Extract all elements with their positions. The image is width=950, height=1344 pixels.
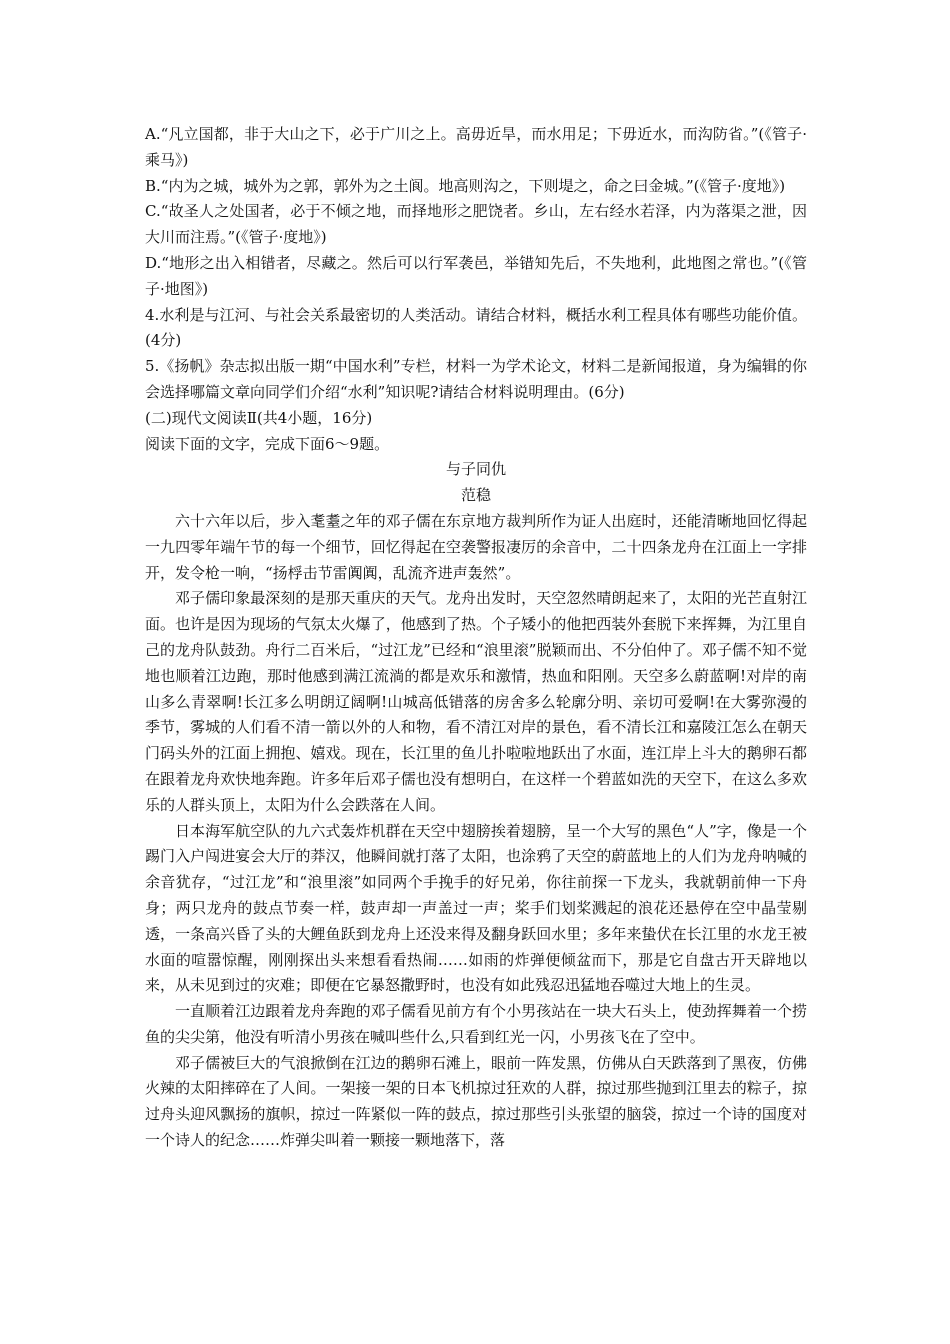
article-paragraph-3: 日本海军航空队的九六式轰炸机群在天空中翅膀挨着翅膀，呈一个大写的黑色“人”字，像是一个踢门入户闯进宴会大厅的莽汉，他瞬间就打落了太阳，也涂鸦了天空的蔚蓝地上的人们为龙舟呐喊的余音犹存，“过江龙”和“浪里滚”如同两个手挽手的好兄弟，你往前探一下龙头，我就朝前伸一下舟身；两只龙舟的鼓点节奏一样，鼓声却一声盖过一声；桨手们划桨溅起的浪花还悬停在空中晶莹剔透，一条高兴昏了头的大鲤鱼跃到龙舟上还没来得及翻身跃回水里；多年来蛰伏在长江里的水龙王被水面的喧嚣惊醒，刚刚探出头来想看看热闹……如雨的炸弹便倾盆而下，那是它自盘古开天辟地以来，从未见到过的灾难；即便在它暴怒撒野时，也没有如此残忍迅猛地吞噬过大地上的生灵。 xyxy=(145,821,807,995)
section-heading: (二)现代文阅读Ⅱ(共4小题，16分) xyxy=(145,408,373,427)
option-a: A.“凡立国都，非于大山之下，必于广川之上。高毋近旱，而水用足；下毋近水，而沟防省。”(《管子·乘马》) xyxy=(145,125,807,169)
article-paragraph-4: 一直顺着江边跟着龙舟奔跑的邓子儒看见前方有个小男孩站在一块大石头上，使劲挥舞着一个捞鱼的尖尖第，他没有听清小男孩在喊叫些什么,只看到红光一闪，小男孩飞在了空中。 xyxy=(145,1002,807,1046)
document-page xyxy=(145,122,807,1154)
article-author: 范稳 xyxy=(460,486,491,505)
article-paragraph-2: 邓子儒印象最深刻的是那天重庆的天气。龙舟出发时，天空忽然晴朗起来了，太阳的光芒直射江面。也许是因为现场的气氛太火爆了，他感到了热。个子矮小的他把西装外套脱下来挥舞，为江里自己的龙舟队鼓劲。舟行二百米后，“过江龙”已经和“浪里滚”脱颖而出、不分伯仲了。邓子儒不知不觉地也顺着江边跑，那时他感到满江流淌的都是欢乐和激情，热血和阳刚。天空多么蔚蓝啊!对岸的南山多么青翠啊!长江多么明朗辽阔啊!山城高低错落的房舍多么轮廓分明、亲切可爱啊!在大雾弥漫的季节，雾城的人们看不清一箭以外的人和物，看不清江对岸的景色，看不清长江和嘉陵江怎么在朝天门码头外的江面上拥抱、嬉戏。现在，长江里的鱼儿扑啦啦地跃出了水面，连江岸上斗大的鹅卵石都在跟着龙舟欢快地奔跑。许多年后邓子儒也没有想明白，在这样一个碧蓝如洗的天空下，在这么多欢乐的人群头顶上，太阳为什么会跌落在人间。 xyxy=(145,589,807,814)
question-5: 5.《扬帆》杂志拟出版一期“中国水利”专栏，材料一为学术论文，材料二是新闻报道，身为编辑的你会选择哪篇文章向同学们介绍“水利”知识呢?请结合材料说明理由。(6分) xyxy=(145,357,807,401)
reading-instruction: 阅读下面的文字，完成下面6～9题。 xyxy=(145,434,390,453)
question-4: 4.水利是与江河、与社会关系最密切的人类活动。请结合材料，概括水利工程具体有哪些功能价值。(4分) xyxy=(145,305,807,350)
article-paragraph-5: 邓子儒被巨大的气浪掀倒在江边的鹅卵石滩上，眼前一阵发黑，仿佛从白天跌落到了黑夜，仿佛火辣的太阳摔碎在了人间。一架接一架的日本飞机掠过狂欢的人群，掠过那些抛到江里去的粽子，掠过舟头迎风飘扬的旗帜，掠过一阵紧似一阵的鼓点，掠过那些引头张望的脑袋，掠过一个诗的国度对一个诗人的纪念……炸弹尖叫着一颗接一颗地落下，落 xyxy=(145,1053,807,1150)
article-paragraph-1: 六十六年以后，步入耄耋之年的邓子儒在东京地方裁判所作为证人出庭时，还能清晰地回忆得起一九四零年端午节的每一个细节，回忆得起在空袭警报凄厉的余音中，二十四条龙舟在江面上一字排开，发令枪一响，“扬桴击节雷阗阗，乱流齐进声轰然”。 xyxy=(145,511,807,582)
article-title: 与子同仇 xyxy=(445,460,506,479)
option-c: C.“故圣人之处国者，必于不倾之地，而择地形之肥饶者。乡山，左右经水若泽，内为落渠之泄，因大川而注焉。”(《管子·度地》) xyxy=(145,202,807,247)
option-d: D.“地形之出入相错者，尽藏之。然后可以行军袭邑，举错知先后，不失地利，此地图之常也。”(《管子·地图》) xyxy=(145,253,807,298)
option-b: B.“内为之城，城外为之郭，郭外为之土阆。地高则沟之，下则堤之，命之曰金城。”(《管子·度地》) xyxy=(145,176,786,195)
